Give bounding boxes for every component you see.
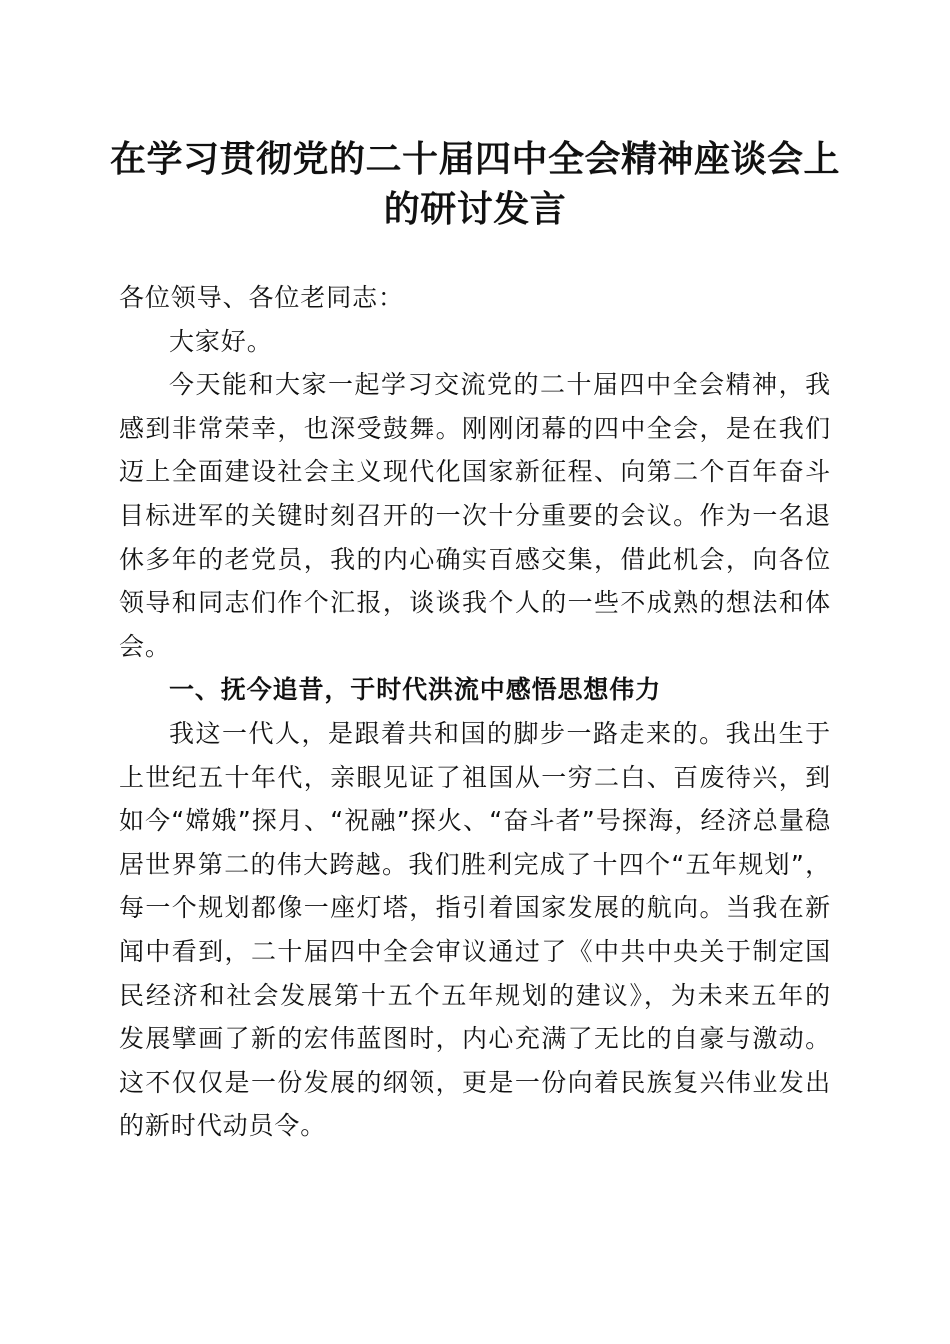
- section-heading-1: 一、抚今追昔，于时代洪流中感悟思想伟力: [169, 675, 662, 705]
- paragraph-intro: 今天能和大家一起学习交流党的二十届四中全会精神，我感到非常荣幸，也深受鼓舞。刚刚闭幕的四中全会，是在我们迈上全面建设社会主义现代化国家新征程、向第二个百年奋斗目标进军的关键时刻召开的一次十分重要的会议。作为一名退休多年的老党员，我的内心确实百感交集，借此机会，向各位领导和同志们作个汇报，谈谈我个人的一些不成熟的想法和体会。: [119, 370, 831, 661]
- paragraph-section-1: 我这一代人，是跟着共和国的脚步一路走来的。我出生于上世纪五十年代，亲眼见证了祖国从一穷二白、百废待兴，到如今“嫦娥”探月、“祝融”探火、“奋斗者”号探海，经济总量稳居世界第二的伟大跨越。我们胜利完成了十四个“五年规划”，每一个规划都像一座灯塔，指引着国家发展的航向。当我在新闻中看到，二十届四中全会审议通过了《中共中央关于制定国民经济和社会发展第十五个五年规划的建议》，为未来五年的发展擘画了新的宏伟蓝图时，内心充满了无比的自豪与激动。这不仅仅是一份发展的纲领，更是一份向着民族复兴伟业发出的新时代动员令。: [119, 718, 831, 1141]
- greeting: 大家好。: [169, 326, 273, 356]
- salutation: 各位领导、各位老同志：: [119, 283, 404, 312]
- document-body: [119, 276, 831, 1148]
- document-title: 在学习贯彻党的二十届四中全会精神座谈会上的研讨发言: [109, 138, 840, 230]
